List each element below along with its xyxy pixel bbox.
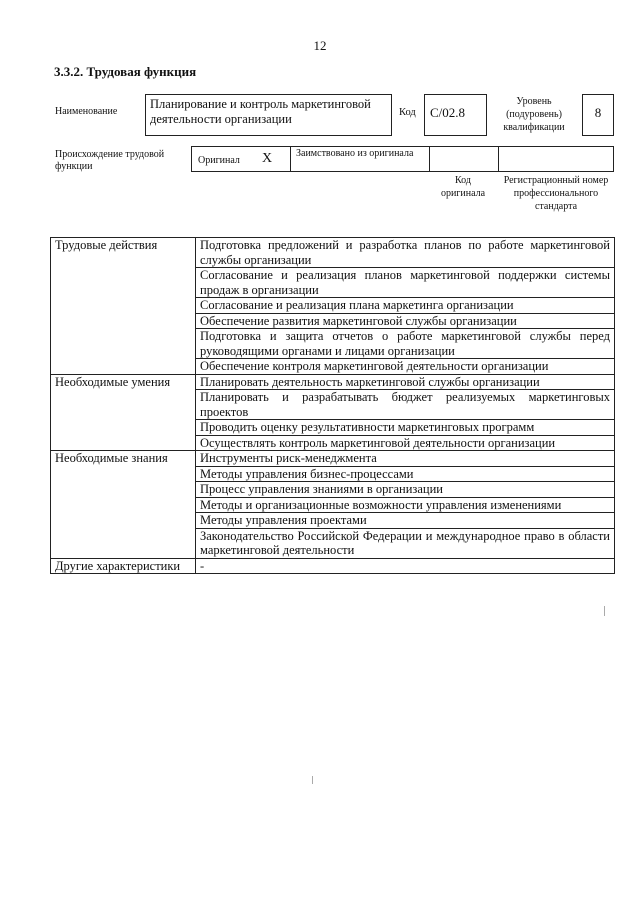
item-cell: Методы и организационные возможности управления изменениями xyxy=(196,497,615,513)
labor-function-table xyxy=(50,237,615,574)
page-number: 12 xyxy=(313,38,327,53)
category-cell: Необходимые знания xyxy=(51,451,196,559)
item-cell: Проводить оценку результативности маркетинговых программ xyxy=(196,420,615,436)
category-cell: Другие характеристики xyxy=(51,558,196,574)
item-cell: Согласование и реализация планов маркетинговой поддержки системы продаж в организации xyxy=(196,268,615,298)
section-title: 3.3.2. Трудовая функция xyxy=(54,64,197,79)
origin-divider xyxy=(290,146,291,172)
code-value: С/02.8 xyxy=(424,94,487,136)
item-cell: Методы управления проектами xyxy=(196,513,615,529)
item-cell: - xyxy=(196,558,615,574)
item-cell: Подготовка и защита отчетов о работе маркетинговой службы перед руководящими органами и лицами организации xyxy=(196,329,615,359)
scan-artifact xyxy=(604,606,605,616)
scan-artifact xyxy=(312,776,313,784)
category-cell: Трудовые действия xyxy=(51,238,196,375)
table-row xyxy=(51,374,615,390)
item-cell: Инструменты риск-менеджмента xyxy=(196,451,615,467)
original-label: Оригинал xyxy=(198,155,240,166)
item-cell: Согласование и реализация плана маркетинга организации xyxy=(196,298,615,314)
registration-number-label: Регистрационный номер профессионального стандарта xyxy=(503,175,609,212)
name-value: Планирование и контроль маркетинговой деятельности организации xyxy=(145,94,392,136)
code-original-label: Код оригинала xyxy=(440,175,486,199)
item-cell: Законодательство Российской Федерации и международное право в области маркетинговой деятельности xyxy=(196,528,615,558)
origin-divider xyxy=(498,146,499,172)
item-cell: Методы управления бизнес-процессами xyxy=(196,466,615,482)
item-cell: Планировать деятельность маркетинговой службы организации xyxy=(196,374,615,390)
item-cell: Планировать и разрабатывать бюджет реализуемых маркетинговых проектов xyxy=(196,390,615,420)
table-row xyxy=(51,238,615,268)
table-row xyxy=(51,558,615,574)
qualification-level-value: 8 xyxy=(582,94,614,136)
origin-divider xyxy=(429,146,430,172)
name-label: Наименование xyxy=(55,106,118,117)
original-mark: Х xyxy=(262,151,273,166)
origin-label: Происхождение трудовой функции xyxy=(55,149,165,172)
item-cell: Обеспечение контроля маркетинговой деятельности организации xyxy=(196,359,615,375)
item-cell: Подготовка предложений и разработка планов по работе маркетинговой службы организации xyxy=(196,238,615,268)
item-cell: Обеспечение развития маркетинговой службы организации xyxy=(196,313,615,329)
qualification-level-label: Уровень (подуровень) квалификации xyxy=(503,96,565,133)
table-row xyxy=(51,451,615,467)
item-cell: Осуществлять контроль маркетинговой деятельности организации xyxy=(196,435,615,451)
category-cell: Необходимые умения xyxy=(51,374,196,451)
borrowed-label: Заимствовано из оригинала xyxy=(296,148,414,159)
item-cell: Процесс управления знаниями в организации xyxy=(196,482,615,498)
code-label: Код xyxy=(399,107,416,118)
